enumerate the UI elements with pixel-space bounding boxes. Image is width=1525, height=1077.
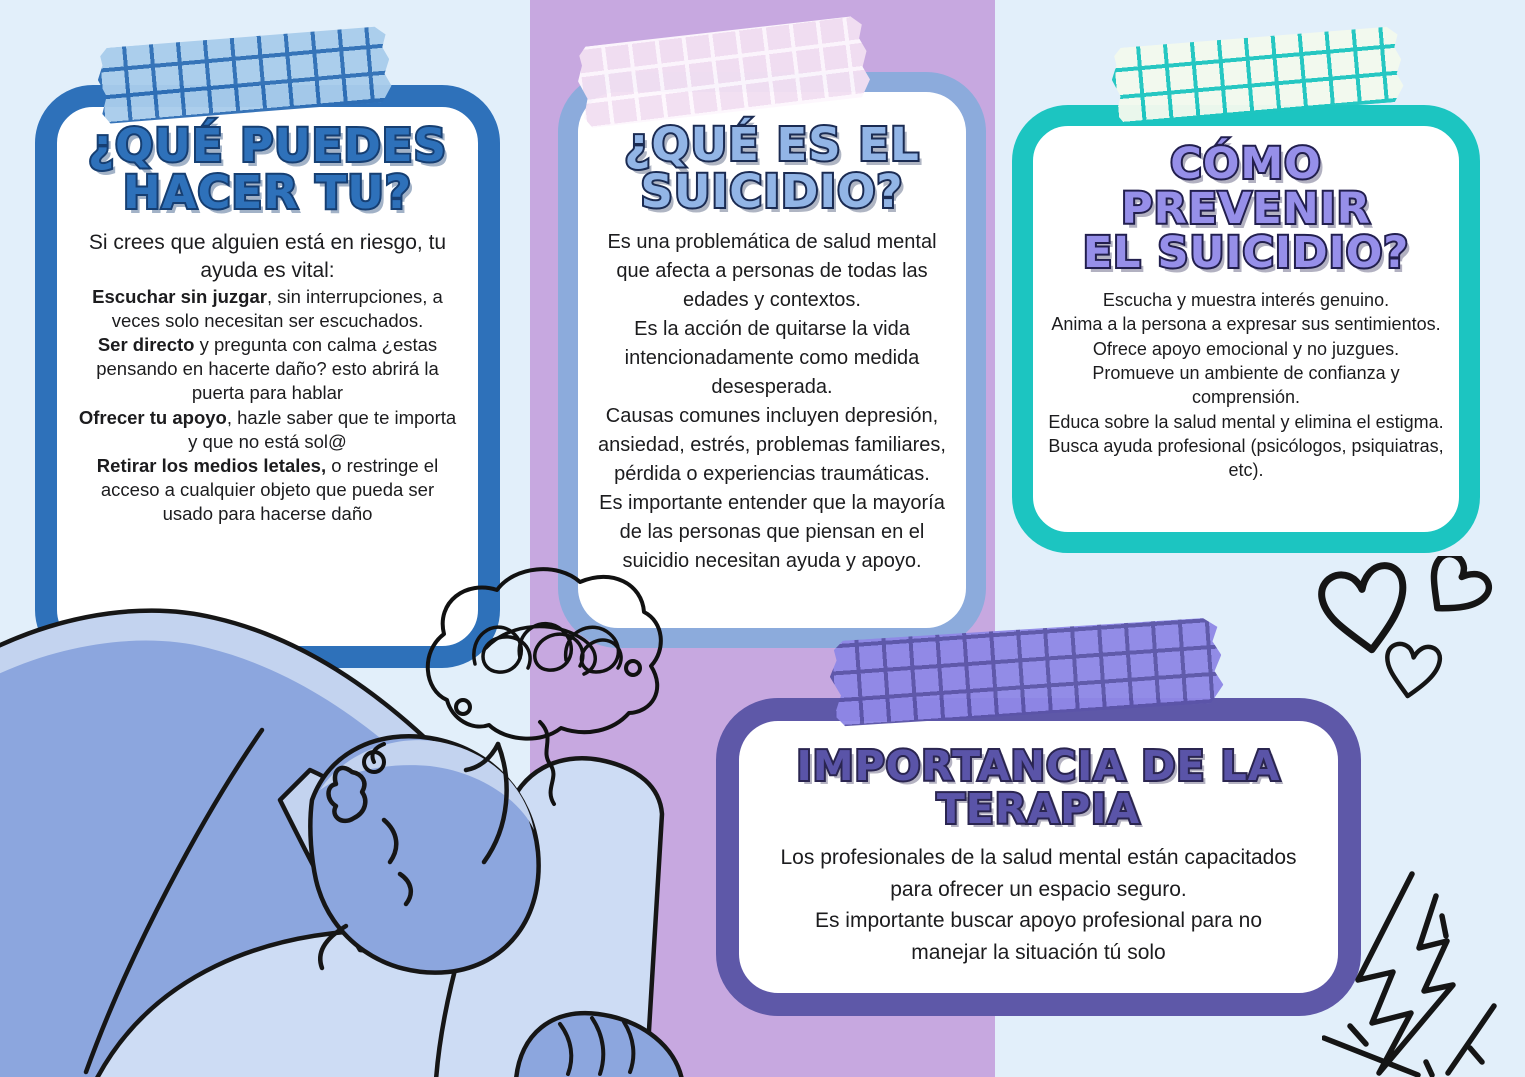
prevention-tip: Educa sobre la salud mental y elimina el estigma.: [1048, 411, 1444, 432]
prevention-tip: Promueve un ambiente de confianza y comprensión.: [1092, 363, 1400, 408]
card-how-to-prevent: [1012, 105, 1480, 553]
prevention-tip: Escucha y muestra interés genuino.: [1102, 290, 1390, 311]
therapy-line: Es importante buscar apoyo profesional para no manejar la situación tú solo: [814, 909, 1263, 964]
lightning-icon: [1322, 866, 1525, 1077]
definition-line: Es la acción de quitarse la vida intencionadamente como medida desesperada.: [624, 317, 920, 398]
card-intro: Si crees que alguien está en riesgo, tu ayuda es vital:: [88, 230, 447, 282]
card-title: CÓMO PREVENIR EL SUICIDIO?: [1082, 139, 1410, 279]
body-highlight: [0, 611, 504, 1077]
closed-eye: [384, 820, 396, 862]
tip-support: Ofrecer tu apoyo, hazle saber que te importa y que no está sol@: [78, 406, 457, 452]
therapy-line: Los profesionales de la salud mental están capacitados para ofrecer un espacio seguro.: [780, 846, 1297, 901]
prevention-tip: Ofrece apoyo emocional y no juzgues.: [1092, 338, 1400, 359]
head: [310, 736, 538, 972]
definition-line: Causas comunes incluyen depresión, ansiedad, estrés, problemas familiares, pérdida o experiencias traumáticas.: [598, 404, 946, 485]
body: [0, 641, 480, 1077]
hearts-icon: [1318, 556, 1503, 708]
card-what-can-you-do: [35, 85, 500, 668]
blanket: [96, 930, 578, 1077]
card-title: IMPORTANCIA DE LA TERAPIA: [796, 742, 1281, 833]
mouth: [400, 874, 411, 904]
card-title: ¿QUÉ ES EL SUICIDIO?: [624, 118, 920, 218]
tip-direct: Ser directo y pregunta con calma ¿estas pensando en hacerte daño? esto abrirá la puerta para hablar: [96, 334, 439, 404]
ear: [329, 768, 366, 821]
bubble-trail-dot: [364, 752, 384, 772]
prevention-tip: Anima a la persona a expresar sus sentimientos.: [1051, 314, 1441, 335]
card-title: ¿QUÉ PUEDES HACER TU?: [87, 119, 448, 219]
card-therapy-importance: [716, 698, 1361, 1016]
definition-line: Es una problemática de salud mental que afecta a personas de todas las edades y contextos.: [607, 230, 937, 311]
tip-remove-means: Retirar los medios letales, o restringe el acceso a cualquier objeto que pueda ser usado para hacerse daño: [96, 454, 439, 524]
prevention-tip: Busca ayuda profesional (psicólogos, psiquiatras, etc).: [1048, 435, 1444, 481]
tip-listen: Escuchar sin juzgar, sin interrupciones, a veces solo necesitan ser escuchados.: [92, 286, 443, 332]
card-what-is-suicide: [558, 72, 986, 648]
hair-highlight: [320, 740, 534, 830]
definition-line: Es importante entender que la mayoría de las personas que piensan en el suicidio necesitan ayuda y apoyo.: [599, 491, 945, 572]
